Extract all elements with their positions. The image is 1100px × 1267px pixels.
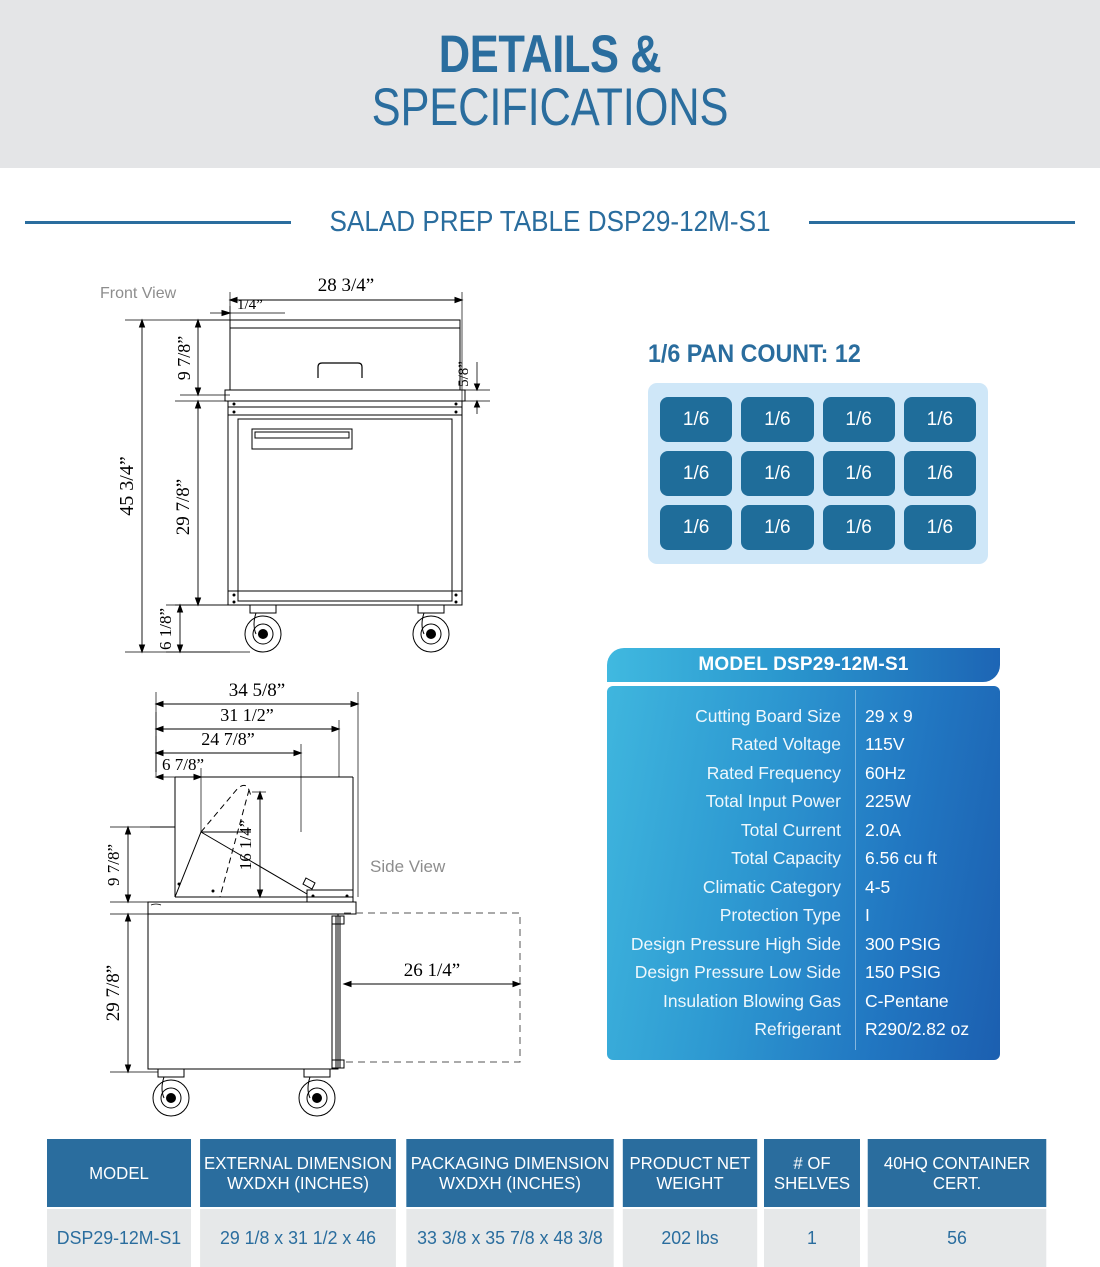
spec-row — [607, 788, 1000, 817]
spec-row — [607, 759, 1000, 788]
dim-overall-width: 28 3/4” — [317, 275, 375, 296]
spec-row-value: R290/2.82 oz — [865, 1019, 970, 1039]
spec-row-label: Total Current — [740, 819, 841, 840]
table-header-cell: EXTERNAL DIMENSION WXDXH (INCHES) — [200, 1139, 396, 1207]
dim-mid-depth: 24 7/8” — [201, 729, 255, 749]
front-view-label: Front View — [100, 285, 177, 302]
table-header-cell: 40HQ CONTAINER CERT. — [868, 1139, 1047, 1207]
table-header-cell: # OF SHELVES — [764, 1139, 860, 1207]
pan-cell: 1/6 — [904, 505, 976, 550]
subtitle-rule-right — [809, 221, 1075, 224]
dim-lid-open-height: 16 1/4” — [236, 819, 255, 871]
dim-cabinet-height-side: 29 7/8” — [103, 964, 124, 1022]
subtitle-row — [0, 200, 1100, 244]
dim-overall-height: 45 3/4” — [116, 456, 138, 516]
pan-tray — [648, 383, 988, 564]
spec-row-label: Cutting Board Size — [695, 705, 841, 726]
spec-row-label: Insulation Blowing Gas — [662, 990, 841, 1011]
pan-cell: 1/6 — [823, 397, 895, 442]
table-cell: 56 — [868, 1209, 1047, 1267]
spec-row-label: Total Capacity — [731, 848, 841, 868]
spec-row — [607, 816, 1000, 845]
table-cell: DSP29-12M-S1 — [47, 1209, 191, 1267]
dim-lid-offset: 1/4” — [237, 297, 263, 313]
spec-row-label: Refrigerant — [754, 1019, 841, 1039]
pan-cell: 1/6 — [904, 397, 976, 442]
spec-row-value: I — [865, 905, 870, 925]
spec-row — [607, 930, 1000, 959]
pan-cell: 1/6 — [741, 505, 813, 550]
spec-panel-divider — [855, 690, 856, 1050]
dim-caster-height: 6 1/8” — [156, 607, 175, 651]
pan-grid — [660, 397, 976, 550]
page-title-line-1: DETAILS & — [438, 25, 662, 84]
side-view-drawing — [70, 672, 600, 1132]
caster-right — [413, 605, 449, 652]
page-title-line-2: SPECIFICATIONS — [371, 77, 729, 137]
pan-cell: 1/6 — [904, 451, 976, 496]
spec-row-value: 4-5 — [865, 876, 891, 897]
spec-row-label: Total Input Power — [705, 791, 841, 811]
table-header-cell: MODEL — [47, 1139, 191, 1207]
spec-row — [607, 731, 1000, 760]
spec-row-label: Rated Frequency — [706, 762, 841, 783]
caster-side-left — [153, 1069, 189, 1116]
pan-cell: 1/6 — [660, 505, 732, 550]
dim-rail-thickness: 5/8” — [456, 361, 472, 387]
spec-row-value: 115V — [865, 734, 905, 754]
spec-row-value: 60Hz — [865, 762, 906, 783]
table-cell: 33 3/8 x 35 7/8 x 48 3/8 — [406, 1209, 613, 1267]
pan-cell: 1/6 — [823, 451, 895, 496]
front-view-drawing — [70, 262, 550, 672]
side-view-label: Side View — [370, 857, 446, 876]
pan-count-section — [648, 340, 988, 564]
dim-top-height-side: 9 7/8” — [104, 843, 123, 887]
pan-cell: 1/6 — [660, 451, 732, 496]
dim-front-depth: 6 7/8” — [162, 755, 205, 774]
table-cell: 1 — [764, 1209, 860, 1267]
spec-row — [607, 873, 1000, 902]
spec-row — [607, 959, 1000, 988]
spec-row-value: 300 PSIG — [865, 933, 941, 954]
spec-row-value: 29 x 9 — [865, 705, 913, 726]
spec-row-value: 2.0A — [865, 819, 901, 840]
pan-count-heading: 1/6 PAN COUNT: 12 — [648, 340, 861, 368]
dim-lid-height: 9 7/8” — [174, 335, 194, 381]
spec-row — [607, 987, 1000, 1016]
spec-panel — [607, 648, 1000, 1060]
spec-row-label: Design Pressure High Side — [630, 933, 841, 954]
spec-row-label: Design Pressure Low Side — [634, 962, 841, 982]
subtitle-text: SALAD PREP TABLE DSP29-12M-S1 — [329, 205, 771, 238]
table-header-cell: PRODUCT NET WEIGHT — [623, 1139, 757, 1207]
spec-row — [607, 902, 1000, 931]
page-title — [0, 25, 1100, 137]
spec-row-label: Rated Voltage — [731, 734, 841, 754]
spec-panel-header: MODEL DSP29-12M-S1 — [607, 648, 1000, 682]
pan-cell: 1/6 — [741, 397, 813, 442]
caster-side-right — [299, 1069, 335, 1116]
table-cell: 202 lbs — [623, 1209, 757, 1267]
caster-left — [245, 605, 281, 652]
spec-row-value: 150 PSIG — [865, 962, 941, 982]
subtitle-rule-left — [25, 221, 291, 224]
spec-row — [607, 702, 1000, 731]
spec-row-label: Climatic Category — [702, 876, 841, 897]
pan-cell: 1/6 — [823, 505, 895, 550]
spec-row-value: 6.56 cu ft — [865, 848, 937, 868]
spec-row — [607, 845, 1000, 874]
dim-door-swing: 26 1/4” — [403, 960, 461, 981]
specs-summary-table — [44, 1139, 1056, 1267]
pan-cell: 1/6 — [741, 451, 813, 496]
spec-panel-body — [607, 686, 1000, 1060]
spec-row-value: C-Pentane — [865, 990, 949, 1011]
dim-body-depth: 31 1/2” — [220, 705, 274, 725]
table-header-cell: PACKAGING DIMENSION WXDXH (INCHES) — [406, 1139, 613, 1207]
pan-cell: 1/6 — [660, 397, 732, 442]
spec-row-label: Protection Type — [719, 905, 841, 925]
spec-row — [607, 1016, 1000, 1045]
table-cell: 29 1/8 x 31 1/2 x 46 — [200, 1209, 396, 1267]
dim-cabinet-height-front: 29 7/8” — [173, 478, 194, 536]
dim-overall-depth: 34 5/8” — [228, 680, 286, 701]
spec-row-value: 225W — [865, 791, 911, 811]
